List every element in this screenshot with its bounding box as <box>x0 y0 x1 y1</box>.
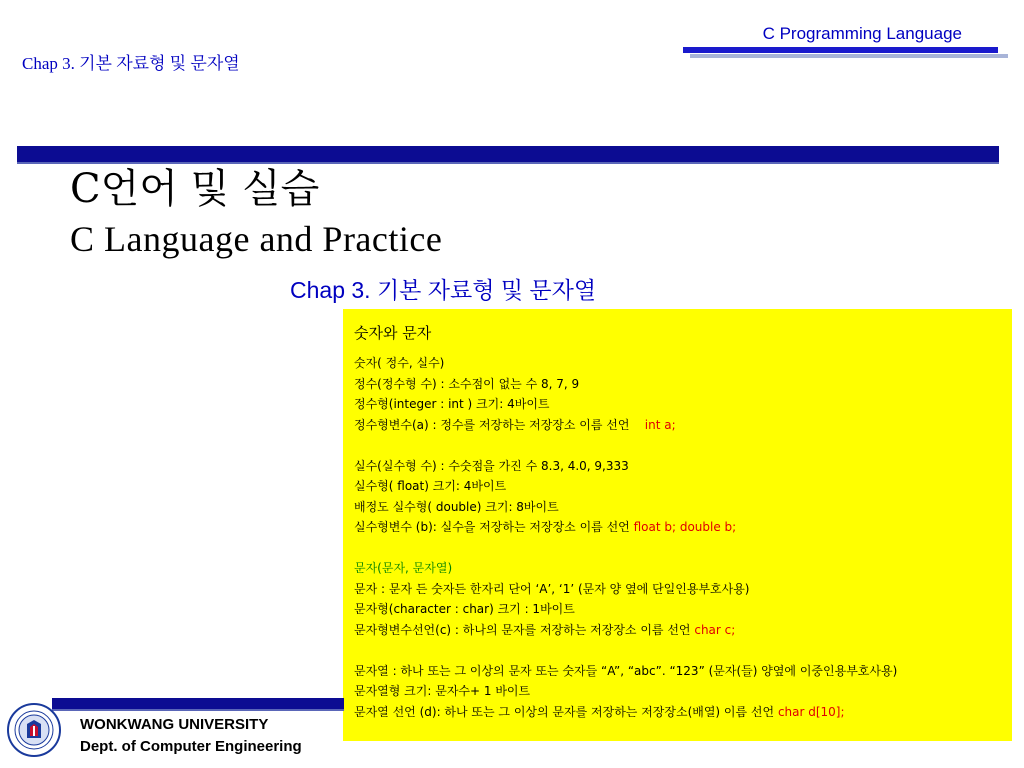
course-title: C Programming Language <box>762 24 962 43</box>
int-variable: 정수형변수(a) : 정수를 저장하는 저장장소 이름 선언 <box>354 417 630 432</box>
int-size: 정수형(integer : int ) 크기: 4바이트 <box>354 397 550 411</box>
content-heading: 숫자와 문자 <box>354 324 432 342</box>
department-name: Dept. of Computer Engineering <box>80 738 302 755</box>
university-name: WONKWANG UNIVERSITY <box>80 716 269 733</box>
string-variable: 문자열 선언 (d): 하나 또는 그 이상의 문자를 저장하는 저장장소(배열) 이름 선언 <box>354 704 775 719</box>
double-size: 배정도 실수형( double) 크기: 8바이트 <box>354 499 559 514</box>
float-size: 실수형( float) 크기: 4바이트 <box>354 479 507 493</box>
spacer <box>354 435 1008 456</box>
spacer <box>354 640 1008 661</box>
slide-title-korean: C언어 및 실습 <box>70 166 320 212</box>
real-variable-line <box>354 517 1008 538</box>
numbers-title: 숫자( 정수, 실수) <box>354 356 445 370</box>
slide-subtitle: Chap 3. 기본 자료형 및 문자열 <box>290 277 597 303</box>
slide-title-english: C Language and Practice <box>70 219 443 259</box>
footer-rule <box>52 698 344 709</box>
real-definition: 실수(실수형 수) : 수숫점을 가진 수 8.3, 4.0, 9,333 <box>354 458 629 473</box>
int-variable-line <box>354 415 1008 436</box>
header-rule <box>683 47 998 53</box>
content-lines <box>354 321 1008 722</box>
spacer <box>354 538 1008 559</box>
string-size: 문자열형 크기: 문자수+ 1 바이트 <box>354 684 531 698</box>
char-variable: 문자형변수선언(c) : 하나의 문자를 저장하는 저장장소 이름 선언 <box>354 622 691 637</box>
university-seal-logo <box>6 702 62 758</box>
string-code: char d[10]; <box>777 704 845 719</box>
string-definition: 문자열 : 하나 또는 그 이상의 문자 또는 숫자들 “A”, “abc”. “123” (문자(들) 양옆에 이중인용부호사용) <box>354 663 898 678</box>
chapter-header: Chap 3. 기본 자료형 및 문자열 <box>22 54 240 73</box>
char-size: 문자형(character : char) 크기 : 1바이트 <box>354 602 575 616</box>
real-variable: 실수형변수 (b): 실수을 저장하는 저장장소 이름 선언 <box>354 520 630 534</box>
int-code: int a; <box>644 417 676 432</box>
header-rule-shadow <box>690 54 1008 58</box>
char-code: char c; <box>694 622 736 637</box>
int-definition: 정수(정수형 수) : 소수점이 없는 수 8, 7, 9 <box>354 376 580 391</box>
string-variable-line <box>354 702 1008 723</box>
title-rule <box>17 146 999 162</box>
content-box <box>343 309 1012 741</box>
footer-rule-shadow <box>52 709 344 711</box>
chars-title: 문자(문자, 문자열) <box>354 561 453 575</box>
char-definition: 문자 : 문자 든 숫자든 한자리 단어 ‘A’, ‘1’ (문자 양 옆에 단일인용부호사용) <box>354 581 750 596</box>
char-variable-line <box>354 620 1008 641</box>
real-code: float b; double b; <box>633 520 737 534</box>
